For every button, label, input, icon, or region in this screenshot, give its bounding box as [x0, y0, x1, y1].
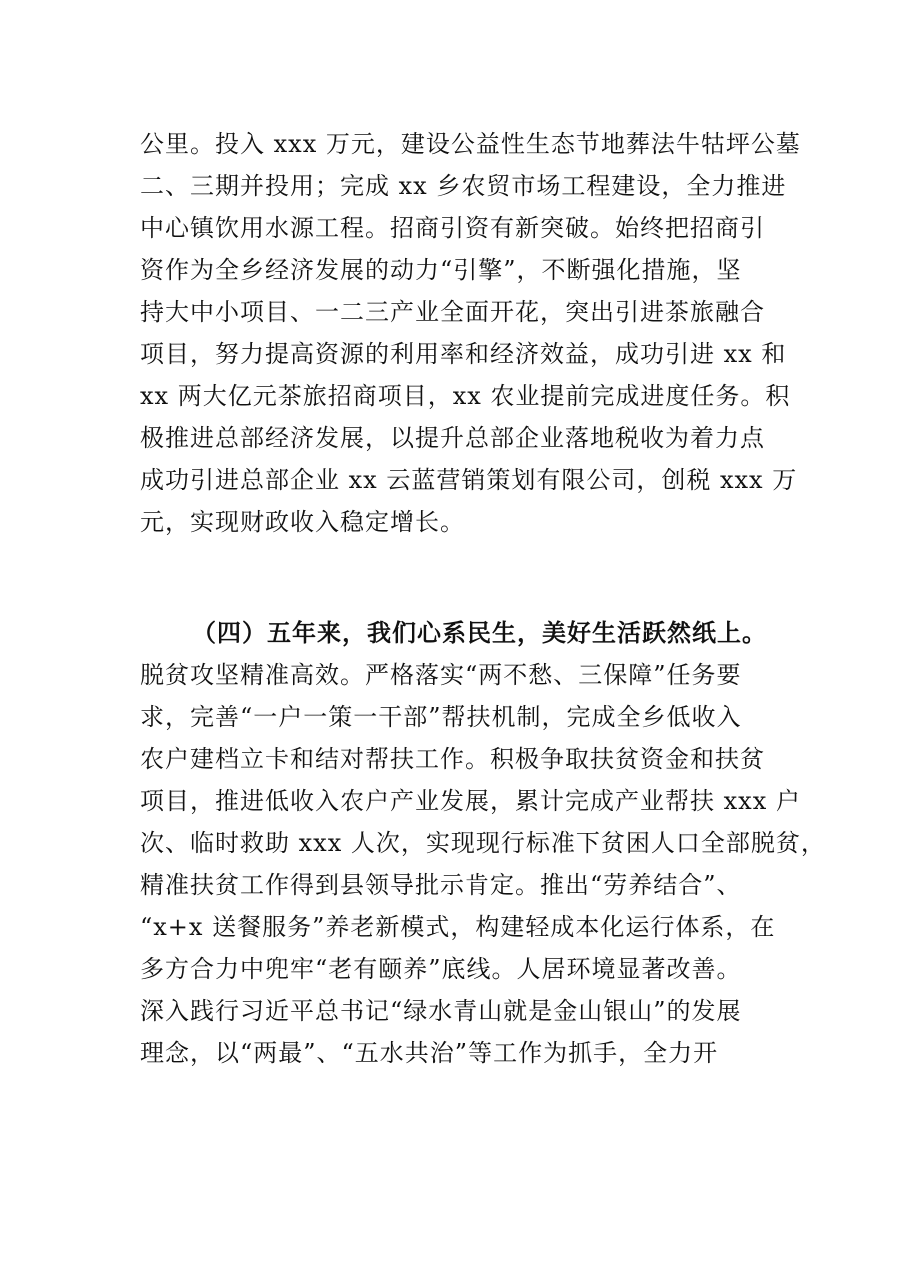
paragraph-line: 中心镇饮用水源工程。招商引资有新突破。始终把招商引: [140, 214, 765, 242]
paragraph-line: 极推进总部经济发展，以提升总部企业落地税收为着力点: [140, 424, 765, 452]
paragraph-line: 项目，推进低收入农户产业发展，累计完成产业帮扶 xxx 户: [140, 787, 801, 815]
paragraph-line: 深入践行习近平总书记“绿水青山就是金山银山”的发展: [140, 997, 742, 1025]
paragraph-line: 精准扶贫工作得到县领导批示肯定。推出“劳养结合”、: [140, 871, 742, 899]
paragraph-line: 持大中小项目、一二三产业全面开花，突出引进茶旅融合: [140, 298, 765, 326]
paragraph-line: “x+x 送餐服务”养老新模式，构建轻成本化运行体系，在: [140, 913, 776, 941]
paragraph-line: 二、三期并投用；完成 xx 乡农贸市场工程建设，全力推进: [140, 172, 787, 200]
paragraph-line: 多方合力中兜牢“老有颐养”底线。人居环境显著改善。: [140, 955, 742, 983]
paragraph-line: 项目，努力提高资源的利用率和经济效益，成功引进 xx 和: [140, 340, 787, 368]
paragraph-line: xx 两大亿元茶旅招商项目，xx 农业提前完成进度任务。积: [140, 382, 791, 410]
paragraph-line: 资作为全乡经济发展的动力“引擎”，不断强化措施，坚: [140, 256, 742, 284]
paragraph-line: 脱贫攻坚精准高效。严格落实“两不愁、三保障”任务要: [140, 661, 742, 689]
paragraph-line: 求，完善“一户一策一干部”帮扶机制，完成全乡低收入: [140, 703, 742, 731]
paragraph-line: 公里。投入 xxx 万元，建设公益性生态节地葬法牛牯坪公墓: [140, 130, 801, 158]
section-heading: （四）五年来，我们心系民生，美好生活跃然纸上。: [192, 618, 767, 647]
paragraph-line: 元，实现财政收入稳定增长。: [140, 508, 465, 536]
paragraph-line: 次、临时救助 xxx 人次，实现现行标准下贫困人口全部脱贫，: [140, 829, 826, 857]
paragraph-line: 农户建档立卡和结对帮扶工作。积极争取扶贫资金和扶贫: [140, 745, 765, 773]
paragraph-line: 成功引进总部企业 xx 云蓝营销策划有限公司，创税 xxx 万: [140, 466, 798, 494]
paragraph-line: 理念，以“两最”、“五水共治”等工作为抓手，全力开: [140, 1039, 719, 1067]
